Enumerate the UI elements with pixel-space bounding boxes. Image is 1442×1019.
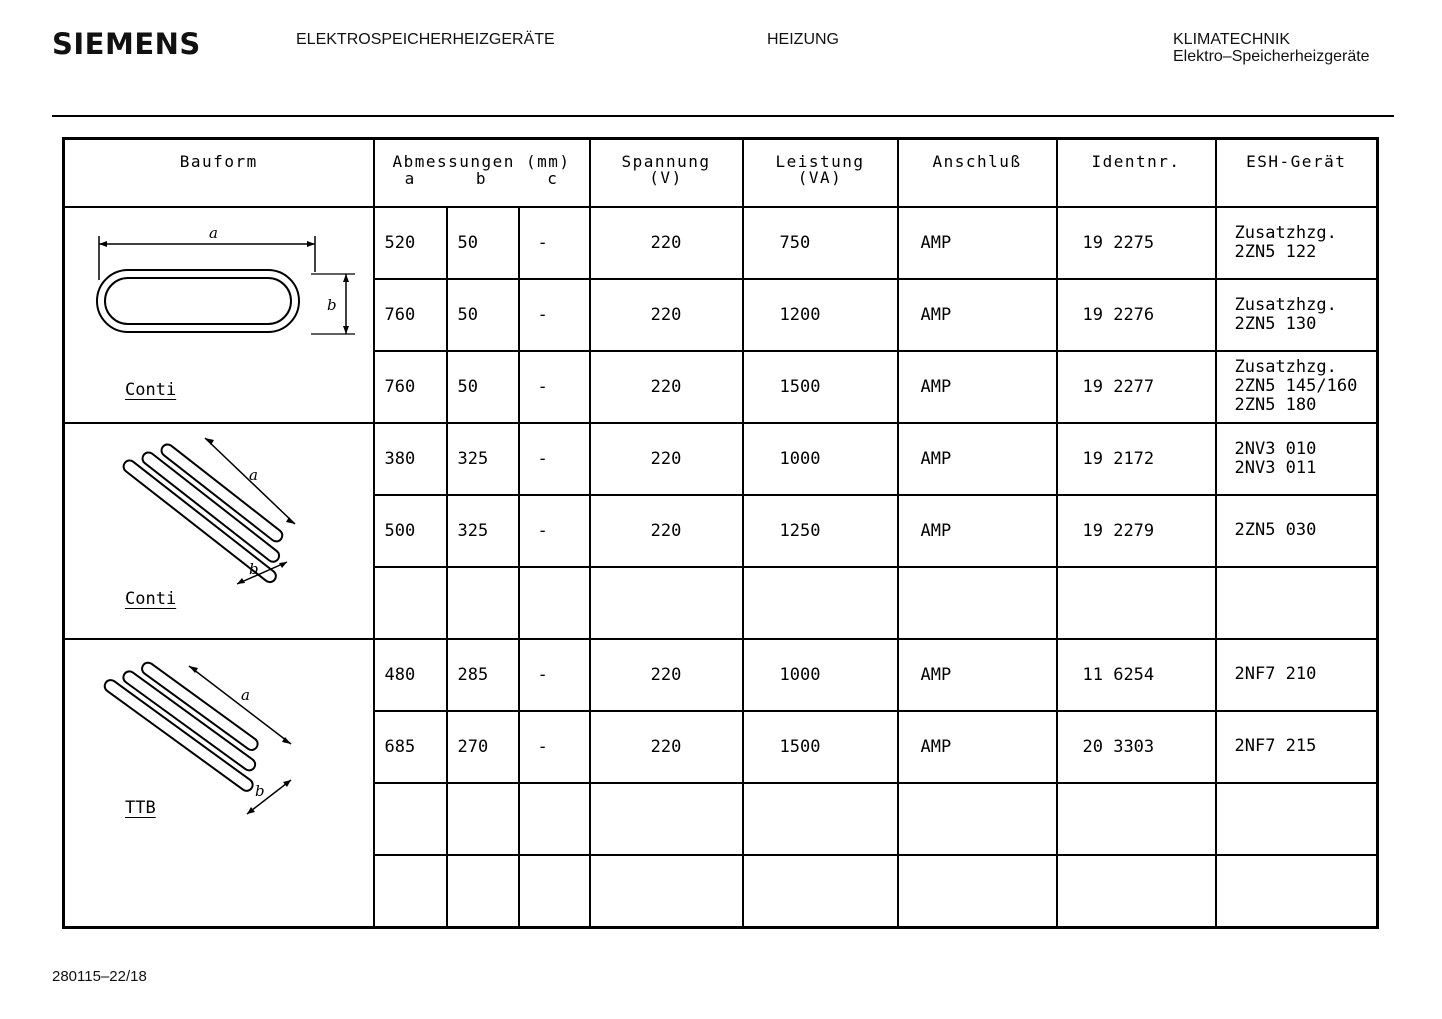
cell-a: 480 — [374, 639, 447, 711]
cell-c: - — [519, 351, 590, 423]
cell-a — [374, 855, 447, 928]
cell-b — [447, 567, 519, 639]
cell-leistung: 750 — [743, 207, 898, 279]
cell-a: 380 — [374, 423, 447, 495]
cell-esh-geraet — [1216, 351, 1378, 423]
cell-esh-geraet — [1216, 711, 1378, 783]
cell-identnr: 19 2277 — [1057, 351, 1216, 423]
sketch-label-a: a — [249, 465, 258, 484]
cell-b: 270 — [447, 711, 519, 783]
cell-c — [519, 855, 590, 928]
cell-spannung: 220 — [590, 423, 743, 495]
header-leistung-unit: (VA) — [797, 168, 843, 187]
cell-identnr: 20 3303 — [1057, 711, 1216, 783]
header-section-line2: Elektro–Speicherheizgeräte — [1173, 48, 1370, 65]
cell-esh-geraet — [1216, 567, 1378, 639]
table-header-row — [64, 139, 1378, 207]
bauform-sketch — [65, 208, 375, 348]
cell-a — [374, 783, 447, 855]
table-row — [64, 639, 1378, 711]
cell-leistung: 1000 — [743, 423, 898, 495]
header-abmessungen-sub — [375, 169, 589, 188]
esh-line: 2ZN5 145/160 — [1234, 376, 1358, 396]
cell-leistung — [743, 783, 898, 855]
header-esh-geraet: ESH-Gerät — [1216, 139, 1378, 207]
header-divider — [52, 115, 1394, 117]
parts-table — [62, 137, 1379, 929]
cell-c — [519, 567, 590, 639]
sketch-label-a: a — [209, 223, 218, 242]
cell-b: 325 — [447, 495, 519, 567]
esh-line: 2NF7 210 — [1234, 664, 1317, 684]
esh-line: 2ZN5 122 — [1234, 241, 1317, 262]
sketch-label-b: b — [255, 781, 265, 800]
header-anschluss: Anschluß — [898, 139, 1057, 207]
header-leistung-label: Leistung — [775, 152, 865, 171]
header-spannung — [590, 139, 743, 207]
cell-spannung — [590, 855, 743, 928]
bauform-cell — [64, 207, 374, 423]
cell-spannung: 220 — [590, 351, 743, 423]
cell-esh-geraet — [1216, 639, 1378, 711]
esh-line: 2NV3 010 — [1234, 438, 1317, 459]
cell-b: 50 — [447, 279, 519, 351]
esh-line: Zusatzhzg. — [1234, 222, 1337, 243]
header-abmessungen — [374, 139, 590, 207]
cell-leistung: 1250 — [743, 495, 898, 567]
cell-anschluss: AMP — [898, 639, 1057, 711]
cell-anschluss: AMP — [898, 279, 1057, 351]
cell-anschluss — [898, 567, 1057, 639]
cell-c: - — [519, 279, 590, 351]
bauform-cell — [64, 423, 374, 639]
cell-spannung — [590, 567, 743, 639]
cell-anschluss — [898, 783, 1057, 855]
cell-leistung — [743, 855, 898, 928]
cell-esh-geraet — [1216, 207, 1378, 279]
cell-identnr: 19 2276 — [1057, 279, 1216, 351]
siemens-logo: SIEMENS — [52, 27, 201, 61]
esh-line: 2NF7 215 — [1234, 736, 1317, 756]
esh-line: 2NV3 011 — [1234, 457, 1317, 478]
cell-a: 760 — [374, 351, 447, 423]
sketch-label-a: a — [241, 685, 250, 704]
footer-code: 280115–22/18 — [52, 968, 147, 985]
header-c: c — [547, 169, 559, 188]
header-b: b — [475, 169, 488, 188]
header-bauform: Bauform — [64, 139, 374, 207]
cell-leistung: 1200 — [743, 279, 898, 351]
cell-leistung: 1500 — [743, 711, 898, 783]
cell-spannung: 220 — [590, 495, 743, 567]
cell-leistung — [743, 567, 898, 639]
cell-b: 50 — [447, 207, 519, 279]
header-spannung-unit: (V) — [649, 168, 683, 187]
cell-c: - — [519, 495, 590, 567]
cell-anschluss: AMP — [898, 351, 1057, 423]
esh-line: Zusatzhzg. — [1234, 357, 1337, 377]
cell-c: - — [519, 207, 590, 279]
bauform-sketch — [65, 424, 375, 624]
cell-a: 760 — [374, 279, 447, 351]
cell-c: - — [519, 423, 590, 495]
bauform-label: TTB — [125, 797, 156, 818]
cell-identnr: 19 2275 — [1057, 207, 1216, 279]
cell-leistung: 1000 — [743, 639, 898, 711]
cell-b: 325 — [447, 423, 519, 495]
cell-esh-geraet — [1216, 423, 1378, 495]
esh-line: 2ZN5 030 — [1234, 520, 1317, 540]
cell-b — [447, 855, 519, 928]
cell-esh-geraet — [1216, 783, 1378, 855]
cell-a: 520 — [374, 207, 447, 279]
cell-identnr: 19 2279 — [1057, 495, 1216, 567]
cell-b — [447, 783, 519, 855]
cell-b: 50 — [447, 351, 519, 423]
table-row — [64, 207, 1378, 279]
esh-line: 2ZN5 130 — [1234, 313, 1317, 334]
cell-identnr: 11 6254 — [1057, 639, 1216, 711]
esh-line: 2ZN5 180 — [1234, 395, 1317, 415]
cell-identnr — [1057, 783, 1216, 855]
cell-esh-geraet — [1216, 495, 1378, 567]
cell-c — [519, 783, 590, 855]
bauform-cell — [64, 639, 374, 928]
cell-a — [374, 567, 447, 639]
cell-anschluss: AMP — [898, 711, 1057, 783]
cell-anschluss: AMP — [898, 207, 1057, 279]
cell-spannung: 220 — [590, 639, 743, 711]
cell-anschluss: AMP — [898, 423, 1057, 495]
cell-c: - — [519, 711, 590, 783]
cell-esh-geraet — [1216, 279, 1378, 351]
cell-c: - — [519, 639, 590, 711]
esh-line: Zusatzhzg. — [1234, 294, 1337, 315]
cell-a: 685 — [374, 711, 447, 783]
cell-a: 500 — [374, 495, 447, 567]
cell-identnr — [1057, 855, 1216, 928]
header-category: ELEKTROSPEICHERHEIZGERÄTE — [296, 31, 555, 48]
header-spannung-label: Spannung — [621, 152, 711, 171]
sketch-label-b: b — [327, 295, 337, 314]
header-identnr: Identnr. — [1057, 139, 1216, 207]
header-leistung — [743, 139, 898, 207]
cell-spannung — [590, 783, 743, 855]
cell-spannung: 220 — [590, 207, 743, 279]
bauform-label: Conti — [125, 588, 177, 609]
cell-spannung: 220 — [590, 711, 743, 783]
bauform-label: Conti — [125, 379, 177, 400]
cell-leistung: 1500 — [743, 351, 898, 423]
cell-anschluss: AMP — [898, 495, 1057, 567]
sketch-label-b: b — [249, 559, 259, 578]
cell-identnr — [1057, 567, 1216, 639]
header-section — [1173, 31, 1370, 65]
cell-esh-geraet — [1216, 855, 1378, 928]
cell-b: 285 — [447, 639, 519, 711]
header-subcategory: HEIZUNG — [767, 31, 839, 48]
cell-identnr: 19 2172 — [1057, 423, 1216, 495]
header-section-line1: KLIMATECHNIK — [1173, 31, 1291, 48]
cell-anschluss — [898, 855, 1057, 928]
header-abmessungen-label: Abmessungen (mm) — [392, 152, 571, 171]
bauform-sketch — [65, 640, 375, 840]
header-a: a — [404, 169, 416, 188]
cell-spannung: 220 — [590, 279, 743, 351]
table-row — [64, 423, 1378, 495]
